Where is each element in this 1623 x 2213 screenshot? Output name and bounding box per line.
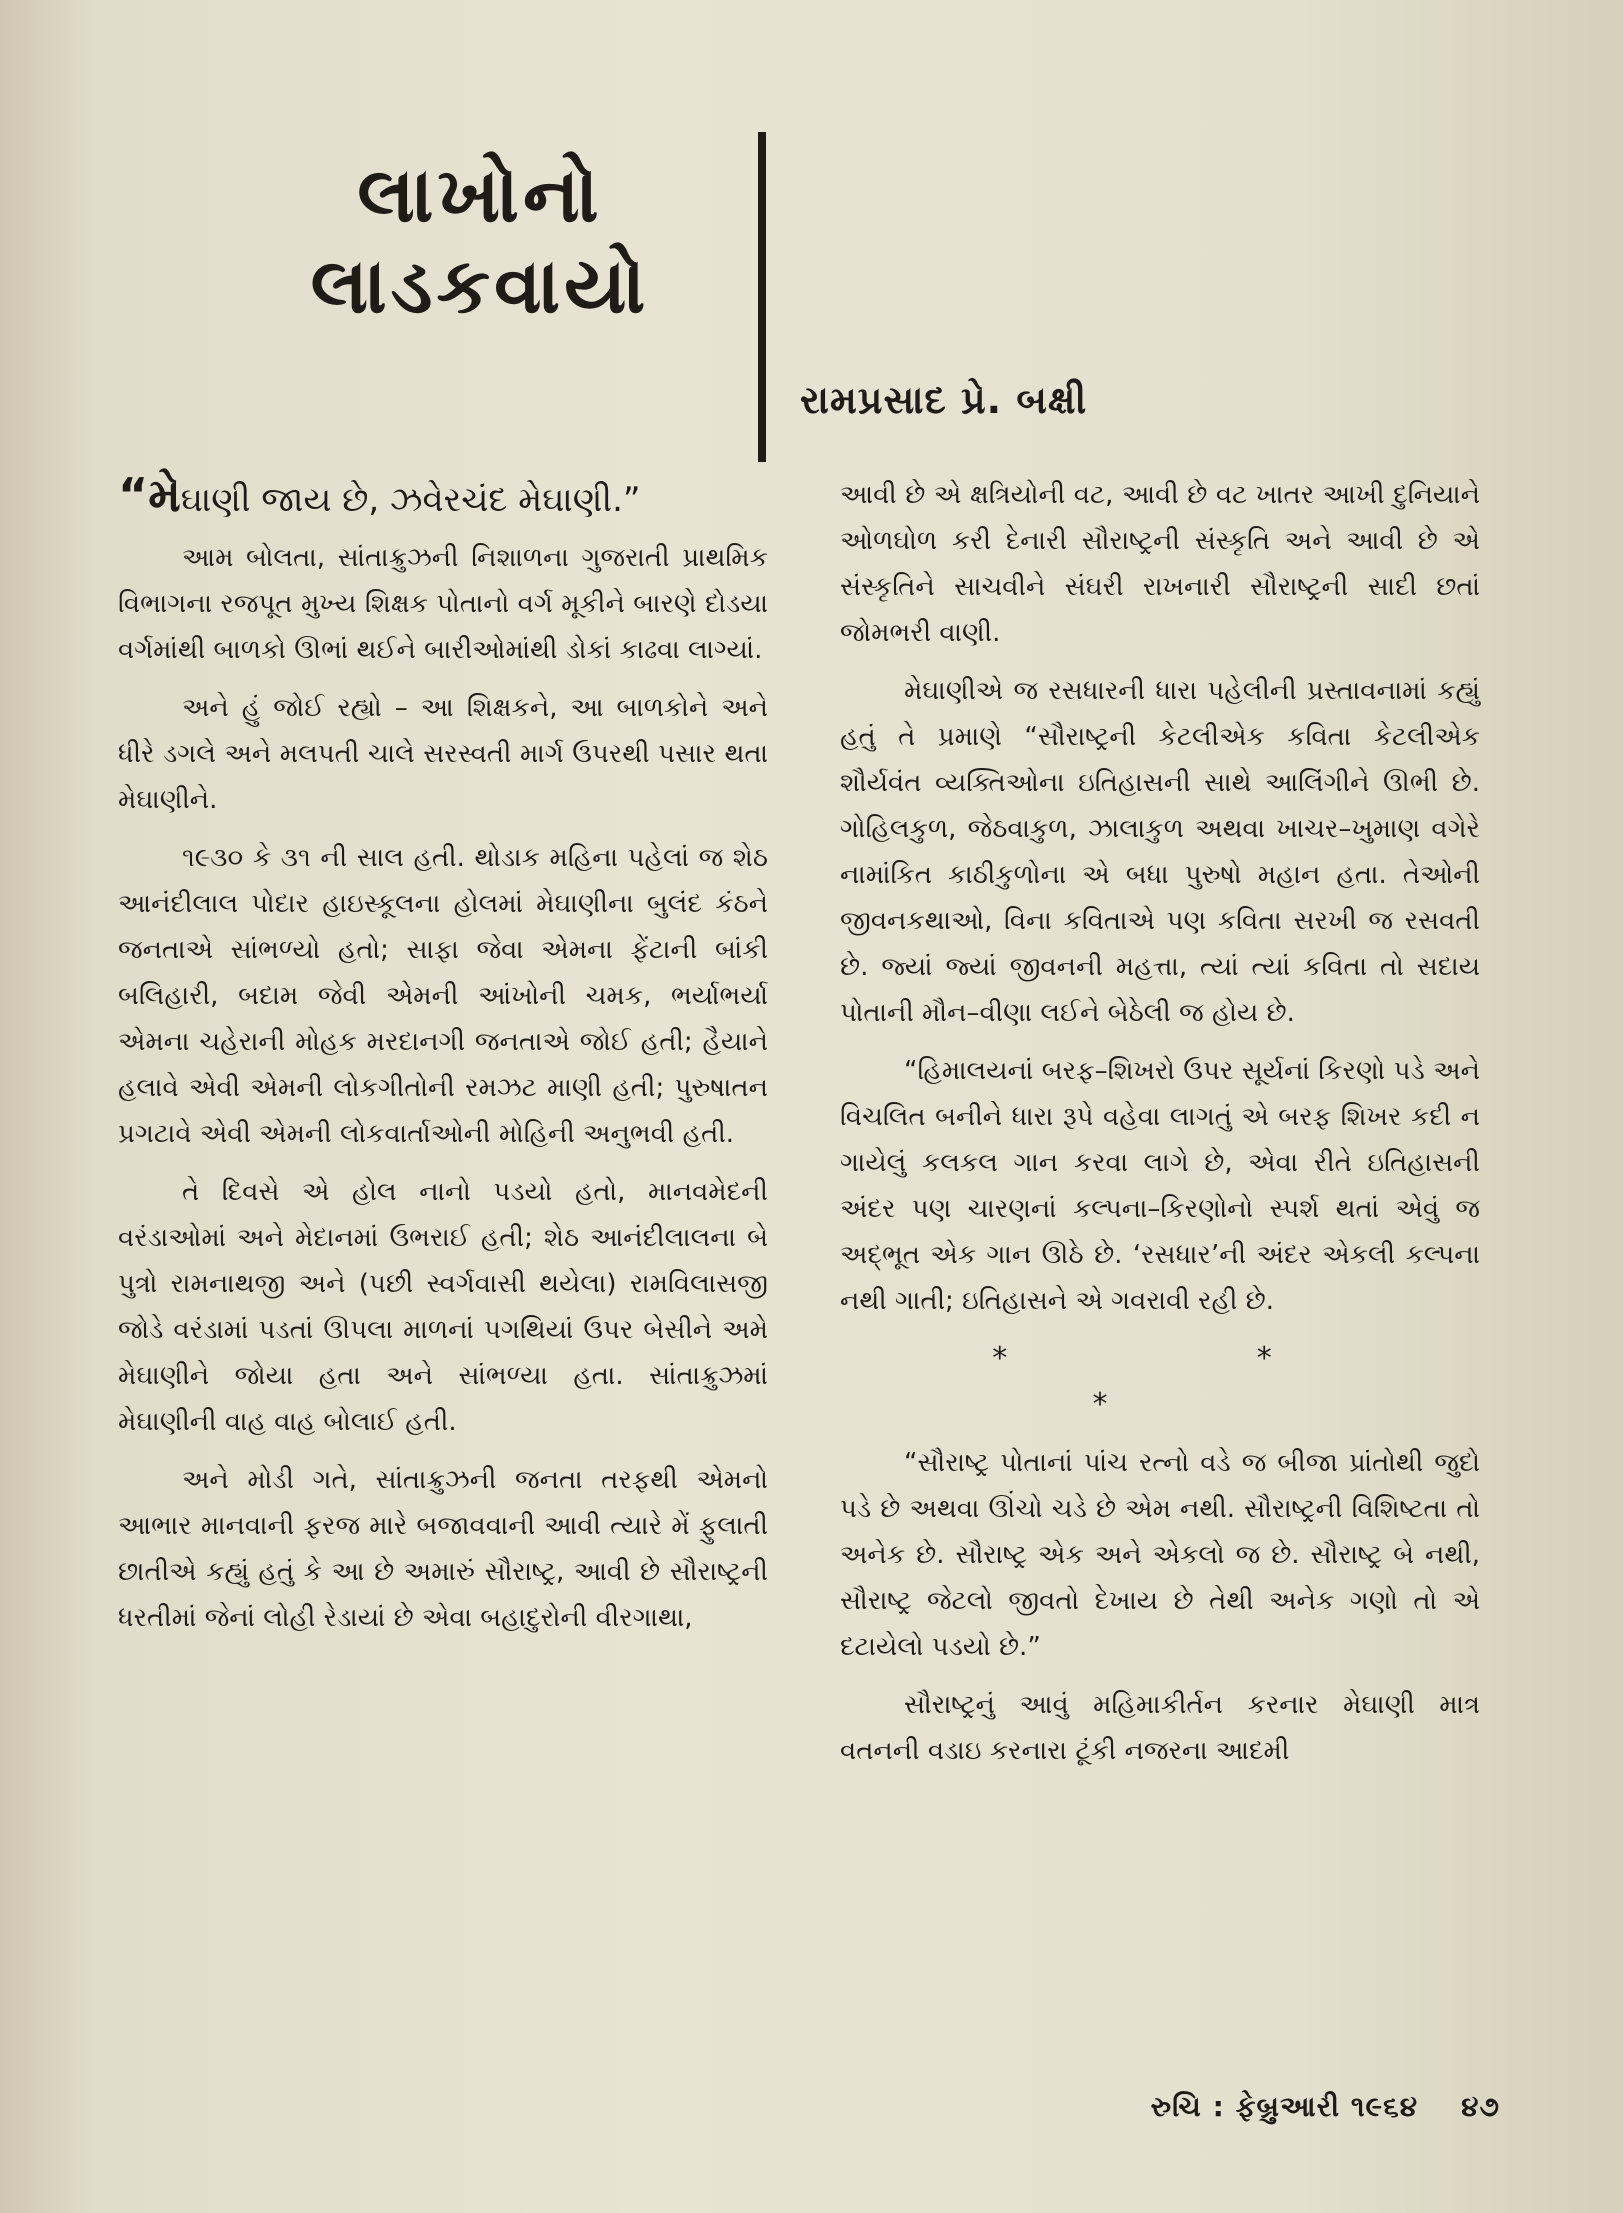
section-separator: * * * <box>992 1341 1392 1422</box>
magazine-issue: રુચિ : ફેબ્રુઆરી ૧૯૬૪ <box>1150 2090 1419 2123</box>
left-column <box>118 468 768 1653</box>
page-footer <box>1090 2090 1500 2124</box>
article-title: લાખોનો લાડકવાયો <box>310 150 650 330</box>
title-divider-rule <box>758 132 766 462</box>
right-column <box>840 472 1480 1786</box>
drop-cap: “મે <box>118 468 181 522</box>
paragraph: આમ બોલતા, સાંતાક્રુઝની નિશાળના ગુજરાતી પ્રાથમિક વિભાગના રજપૂત મુખ્ય શિક્ષક પોતાનો વર્ગ મૂકીને બારણે દોડયા વર્ગમાંથી બાળકો ઊભાં થઈને બારીઓમાંથી ડોકાં કાઢવા લાગ્યાં. <box>118 543 768 665</box>
paragraph: અને મોડી ગતે, સાંતાક્રુઝની જનતા તરફથી એમનો આભાર માનવાની ફરજ મારે બજાવવાની આવી ત્યારે મેં ફુલાતી છાતીએ કહ્યું હતું કે આ છે અમારું સૌરાષ્ટ્ર, આવી છે સૌરાષ્ટ્રની ધરતીમાં જેનાં લોહી રેડાયાં છે એવા બહાદુરોની વીરગાથા, <box>118 1465 768 1633</box>
paragraph: અને હું જોઈ રહ્યો – આ શિક્ષકને, આ બાળકોને અને ધીરે ડગલે અને મલપતી ચાલે સરસ્વતી માર્ગ ઉપરથી પસાર થતા મેઘાણીને. <box>118 693 768 815</box>
article-author: રામપ્રસાદ પ્રે. બક્ષી <box>800 378 1088 422</box>
paragraph: “હિમાલયનાં બરફ–શિખરો ઉપર સૂર્યનાં કિરણો પડે અને વિચલિત બનીને ધારા રૂપે વહેવા લાગતું એ બરફ શિખર કદી ન ગાયેલું કલકલ ગાન કરવા લાગે છે, એવા રીતે ઇતિહાસની અંદર પણ ચારણનાં કલ્પના–કિરણોનો સ્પર્શ થતાં એવું જ અદ્‌ભૂત એક ગાન ઊઠે છે. ‘રસધાર’ની અંદર એકલી કલ્પના નથી ગાતી; ઇતિહાસને એ ગવરાવી રહી છે. <box>840 1056 1480 1316</box>
paragraph: સૌરાષ્ટ્રનું આવું મહિમાકીર્તન કરનાર મેઘાણી માત્ર વતનની વડાઇ કરનારા ટૂંકી નજરના આદમી <box>840 1690 1480 1766</box>
paragraph: ૧૯૩૦ કે ૩૧ ની સાલ હતી. થોડાક મહિના પહેલાં જ શેઠ આનંદીલાલ પોદાર હાઇસ્કૂલના હોલમાં મેઘાણીના બુલંદ કંઠને જનતાએ સાંભળ્યો હતો; સાફા જેવા એમના ફેંટાની બાંકી બલિહારી, બદામ જેવી એમની આંખોની ચમક, ભર્યાભર્યા એમના ચહેરાની મોહક મરદાનગી જનતાએ જોઈ હતી; હૈયાને હલાવે એવી એમની લોકગીતોની રમઝટ માણી હતી; પુરુષાતન પ્રગટાવે એવી એમની લોકવાર્તાઓની મોહિની અનુભવી હતી. <box>118 843 768 1149</box>
paragraph: તે દિવસે એ હોલ નાનો પડયો હતો, માનવમેદની વરંડાઓમાં અને મેદાનમાં ઉભરાઈ હતી; શેઠ આનંદીલાલના બે પુત્રો રામનાથજી અને (પછી સ્વર્ગવાસી થયેલા) રામવિલાસજી જોડે વરંડામાં પડતાં ઊપલા માળનાં પગથિયાં ઉપર બેસીને અમે મેઘાણીને જોયા હતા અને સાંભળ્યા હતા. સાંતાક્રુઝમાં મેઘાણીની વાહ વાહ બોલાઈ હતી. <box>118 1177 768 1437</box>
opening-line <box>118 468 768 523</box>
opening-line-text: ઘાણી જાય છે, ઝવેરચંદ મેઘાણી.” <box>180 480 641 520</box>
paragraph: “સૌરાષ્ટ્ર પોતાનાં પાંચ રત્નો વડે જ બીજા પ્રાંતોથી જુદો પડે છે અથવા ઊંચો ચડે છે એમ નથી. સૌરાષ્ટ્રની વિશિષ્ટતા તો અનેક છે. સૌરાષ્ટ્ર એક અને એકલો જ છે. સૌરાષ્ટ્ર બે નથી, સૌરાષ્ટ્ર જેટલો જીવતો દેખાય છે તેથી અનેક ગણો તો એ દટાયેલો પડયો છે.” <box>840 1448 1480 1662</box>
page-number: ૪૭ <box>1461 2090 1500 2123</box>
paragraph: આવી છે એ ક્ષત્રિયોની વટ, આવી છે વટ ખાતર આખી દુનિયાને ઓળઘોળ કરી દેનારી સૌરાષ્ટ્રની સંસ્કૃતિ અને આવી છે એ સંસ્કૃતિને સાચવીને સંઘરી રાખનારી સૌરાષ્ટ્રની સાદી છતાં જોમભરી વાણી. <box>840 480 1480 648</box>
paragraph: મેઘાણીએ જ રસધારની ધારા પહેલીની પ્રસ્તાવનામાં કહ્યું હતું તે પ્રમાણે “સૌરાષ્ટ્રની કેટલીએક કવિતા કેટલીએક શૌર્યવંત વ્યક્તિઓના ઇતિહાસની સાથે આલિંગીને ઊભી છે. ગોહિલકુળ, જેઠવાકુળ, ઝાલાકુળ અથવા ખાચર–ખુમાણ વગેરે નામાંકિત કાઠીકુળોના એ બધા પુરુષો મહાન હતા. તેઓની જીવનકથાઓ, વિના કવિતાએ પણ કવિતા સરખી જ રસવતી છે. જ્યાં જ્યાં જીવનની મહત્તા, ત્યાં ત્યાં કવિતા તો સદાય પોતાની મૌન–વીણા લઈને બેઠેલી જ હોય છે. <box>840 676 1480 1028</box>
